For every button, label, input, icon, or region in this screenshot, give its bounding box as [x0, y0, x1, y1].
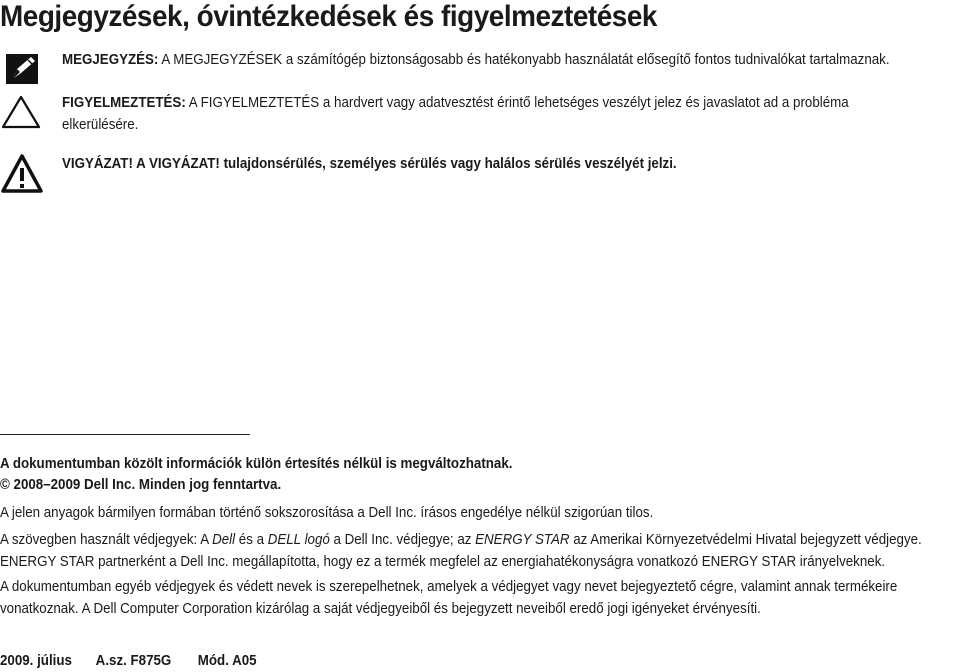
note-notice: [62, 49, 890, 71]
trademark-text-a: A szövegben használt védjegyek: A: [0, 532, 213, 548]
note-label: MEGJEGYZÉS:: [62, 52, 159, 68]
divider: [0, 434, 250, 435]
trademark-text-b: és a: [235, 532, 268, 548]
caution-label: FIGYELMEZTETÉS:: [62, 95, 186, 111]
other-trademarks-line2: vonatkoznak. A Dell Computer Corporation kizárólag a saját védjegyeiből és bejegyzett neveiből eredő jogi igényeket érvényesíti.: [0, 601, 761, 617]
trademark-energy-star: ENERGY STAR: [475, 532, 570, 548]
footer-date: 2009. július: [0, 653, 72, 669]
other-trademarks-line1: A dokumentumban egyéb védjegyek és védett nevek is szerepelhetnek, amelyek a védjegyet vagy nevet bejegyeztető cégre, valamint annak termékeire: [0, 579, 898, 595]
page-title: Megjegyzések, óvintézkedések és figyelmeztetések: [0, 0, 657, 33]
footer-part-number: A.sz. F875G: [95, 653, 172, 669]
other-trademarks-paragraph: [0, 576, 960, 620]
footer: [0, 650, 257, 672]
trademark-dell: Dell: [212, 532, 236, 548]
energy-star-statement: ENERGY STAR partnerként a Dell Inc. megállapította, hogy ez a termék megfelel az energiahatékonyságra vonatkozó ENERGY STAR irányelveknek.: [0, 554, 886, 570]
trademark-text-c: a Dell Inc. védjegye; az: [329, 532, 476, 548]
warning-label: VIGYÁZAT!: [62, 156, 133, 172]
trademark-dell-logo: DELL logó: [267, 532, 330, 548]
caution-notice: [62, 92, 960, 136]
trademark-paragraph: [0, 529, 960, 573]
legal-change-notice: A dokumentumban közölt információk külön értesítés nélkül is megváltozhatnak.: [0, 456, 513, 472]
warning-exclamation-icon: [0, 153, 44, 200]
trademark-text-d: az Amerikai Környezetvédelmi Hivatal bejegyzett védjegye.: [569, 532, 922, 548]
note-text: A MEGJEGYZÉSEK a számítógép biztonságosabb és hatékonyabb használatát elősegítő fontos tudnivalókat tartalmaznak.: [161, 52, 890, 68]
warning-prefix: A VIGYÁZAT!: [136, 156, 220, 172]
warning-text: tulajdonsérülés, személyes sérülés vagy halálos sérülés veszélyét jelzi.: [223, 156, 677, 172]
caution-text-line1: A FIGYELMEZTETÉS a hardvert vagy adatvesztést érintő lehetséges veszélyt jelez és javaslatot ad a probléma: [188, 95, 849, 111]
reproduction-notice: A jelen anyagok bármilyen formában történő sokszorosítása a Dell Inc. írásos engedélye nélkül szigorúan tilos.: [0, 505, 654, 521]
note-pencil-icon: [4, 52, 40, 91]
copyright: © 2008–2009 Dell Inc. Minden jog fenntartva.: [0, 477, 282, 493]
caution-text-line2: elkerülésére.: [62, 117, 139, 133]
warning-notice: [62, 153, 677, 175]
footer-revision: Mód. A05: [197, 653, 257, 669]
caution-triangle-icon: [0, 94, 42, 135]
